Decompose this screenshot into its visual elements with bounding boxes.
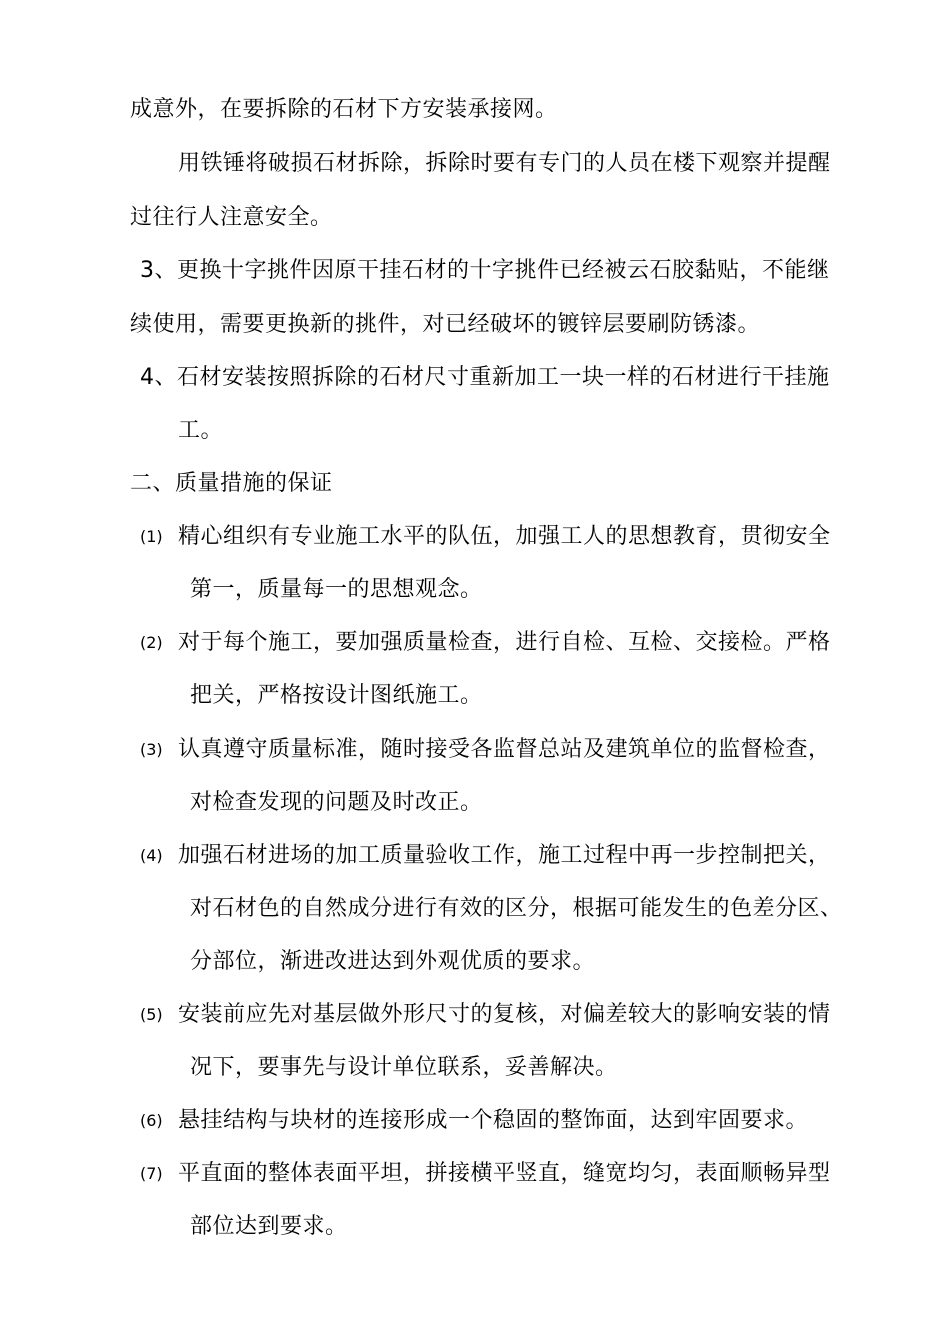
paragraph-line: 4、石材安装按照拆除的石材尺寸重新加工一块一样的石材进行干挂施 <box>140 365 830 390</box>
item-number: (4) <box>140 846 163 865</box>
item-number: (7) <box>140 1164 163 1183</box>
paragraph-line: 成意外，在要拆除的石材下方安装承接网。 <box>130 97 558 122</box>
item-line: 况下，要事先与设计单位联系，妥善解决。 <box>190 1055 618 1080</box>
item-line: 对石材色的自然成分进行有效的区分，根据可能发生的色差分区、 <box>190 896 843 921</box>
item-number: (6) <box>140 1111 163 1130</box>
item-line: 对于每个施工，要加强质量检查，进行自检、互检、交接检。严格 <box>178 630 831 655</box>
item-line: 安装前应先对基层做外形尺寸的复核，对偏差较大的影响安装的情 <box>178 1002 831 1027</box>
item-line: 第一，质量每一的思想观念。 <box>190 577 483 602</box>
item-line: 对检查发现的问题及时改正。 <box>190 790 483 815</box>
item-line: 把关，严格按设计图纸施工。 <box>190 683 483 708</box>
item-number: (5) <box>140 1005 163 1024</box>
paragraph-line: 3、更换十字挑件因原干挂石材的十字挑件已经被云石胶黏贴，不能继 <box>140 258 830 283</box>
item-number: (2) <box>140 633 163 652</box>
section-heading: 二、质量措施的保证 <box>130 471 333 496</box>
item-line: 分部位，渐进改进达到外观优质的要求。 <box>190 949 596 974</box>
item-number: (3) <box>140 740 163 759</box>
item-line: 部位达到要求。 <box>190 1214 348 1239</box>
item-number: (1) <box>140 527 163 546</box>
item-line: 精心组织有专业施工水平的队伍，加强工人的思想教育，贯彻安全 <box>178 524 831 549</box>
paragraph-line: 续使用，需要更换新的挑件，对已经破坏的镀锌层要刷防锈漆。 <box>130 312 761 337</box>
item-line: 平直面的整体表面平坦，拼接横平竖直，缝宽均匀，表面顺畅异型 <box>178 1161 831 1186</box>
paragraph-line: 工。 <box>178 418 224 443</box>
item-line: 悬挂结构与块材的连接形成一个稳固的整饰面，达到牢固要求。 <box>178 1108 809 1133</box>
paragraph-line: 用铁锤将破损石材拆除，拆除时要有专门的人员在楼下观察并提醒 <box>178 151 831 176</box>
item-line: 认真遵守质量标准，随时接受各监督总站及建筑单位的监督检查， <box>178 737 831 762</box>
paragraph-line: 过往行人注意安全。 <box>130 205 333 230</box>
item-line: 加强石材进场的加工质量验收工作，施工过程中再一步控制把关， <box>178 843 831 868</box>
